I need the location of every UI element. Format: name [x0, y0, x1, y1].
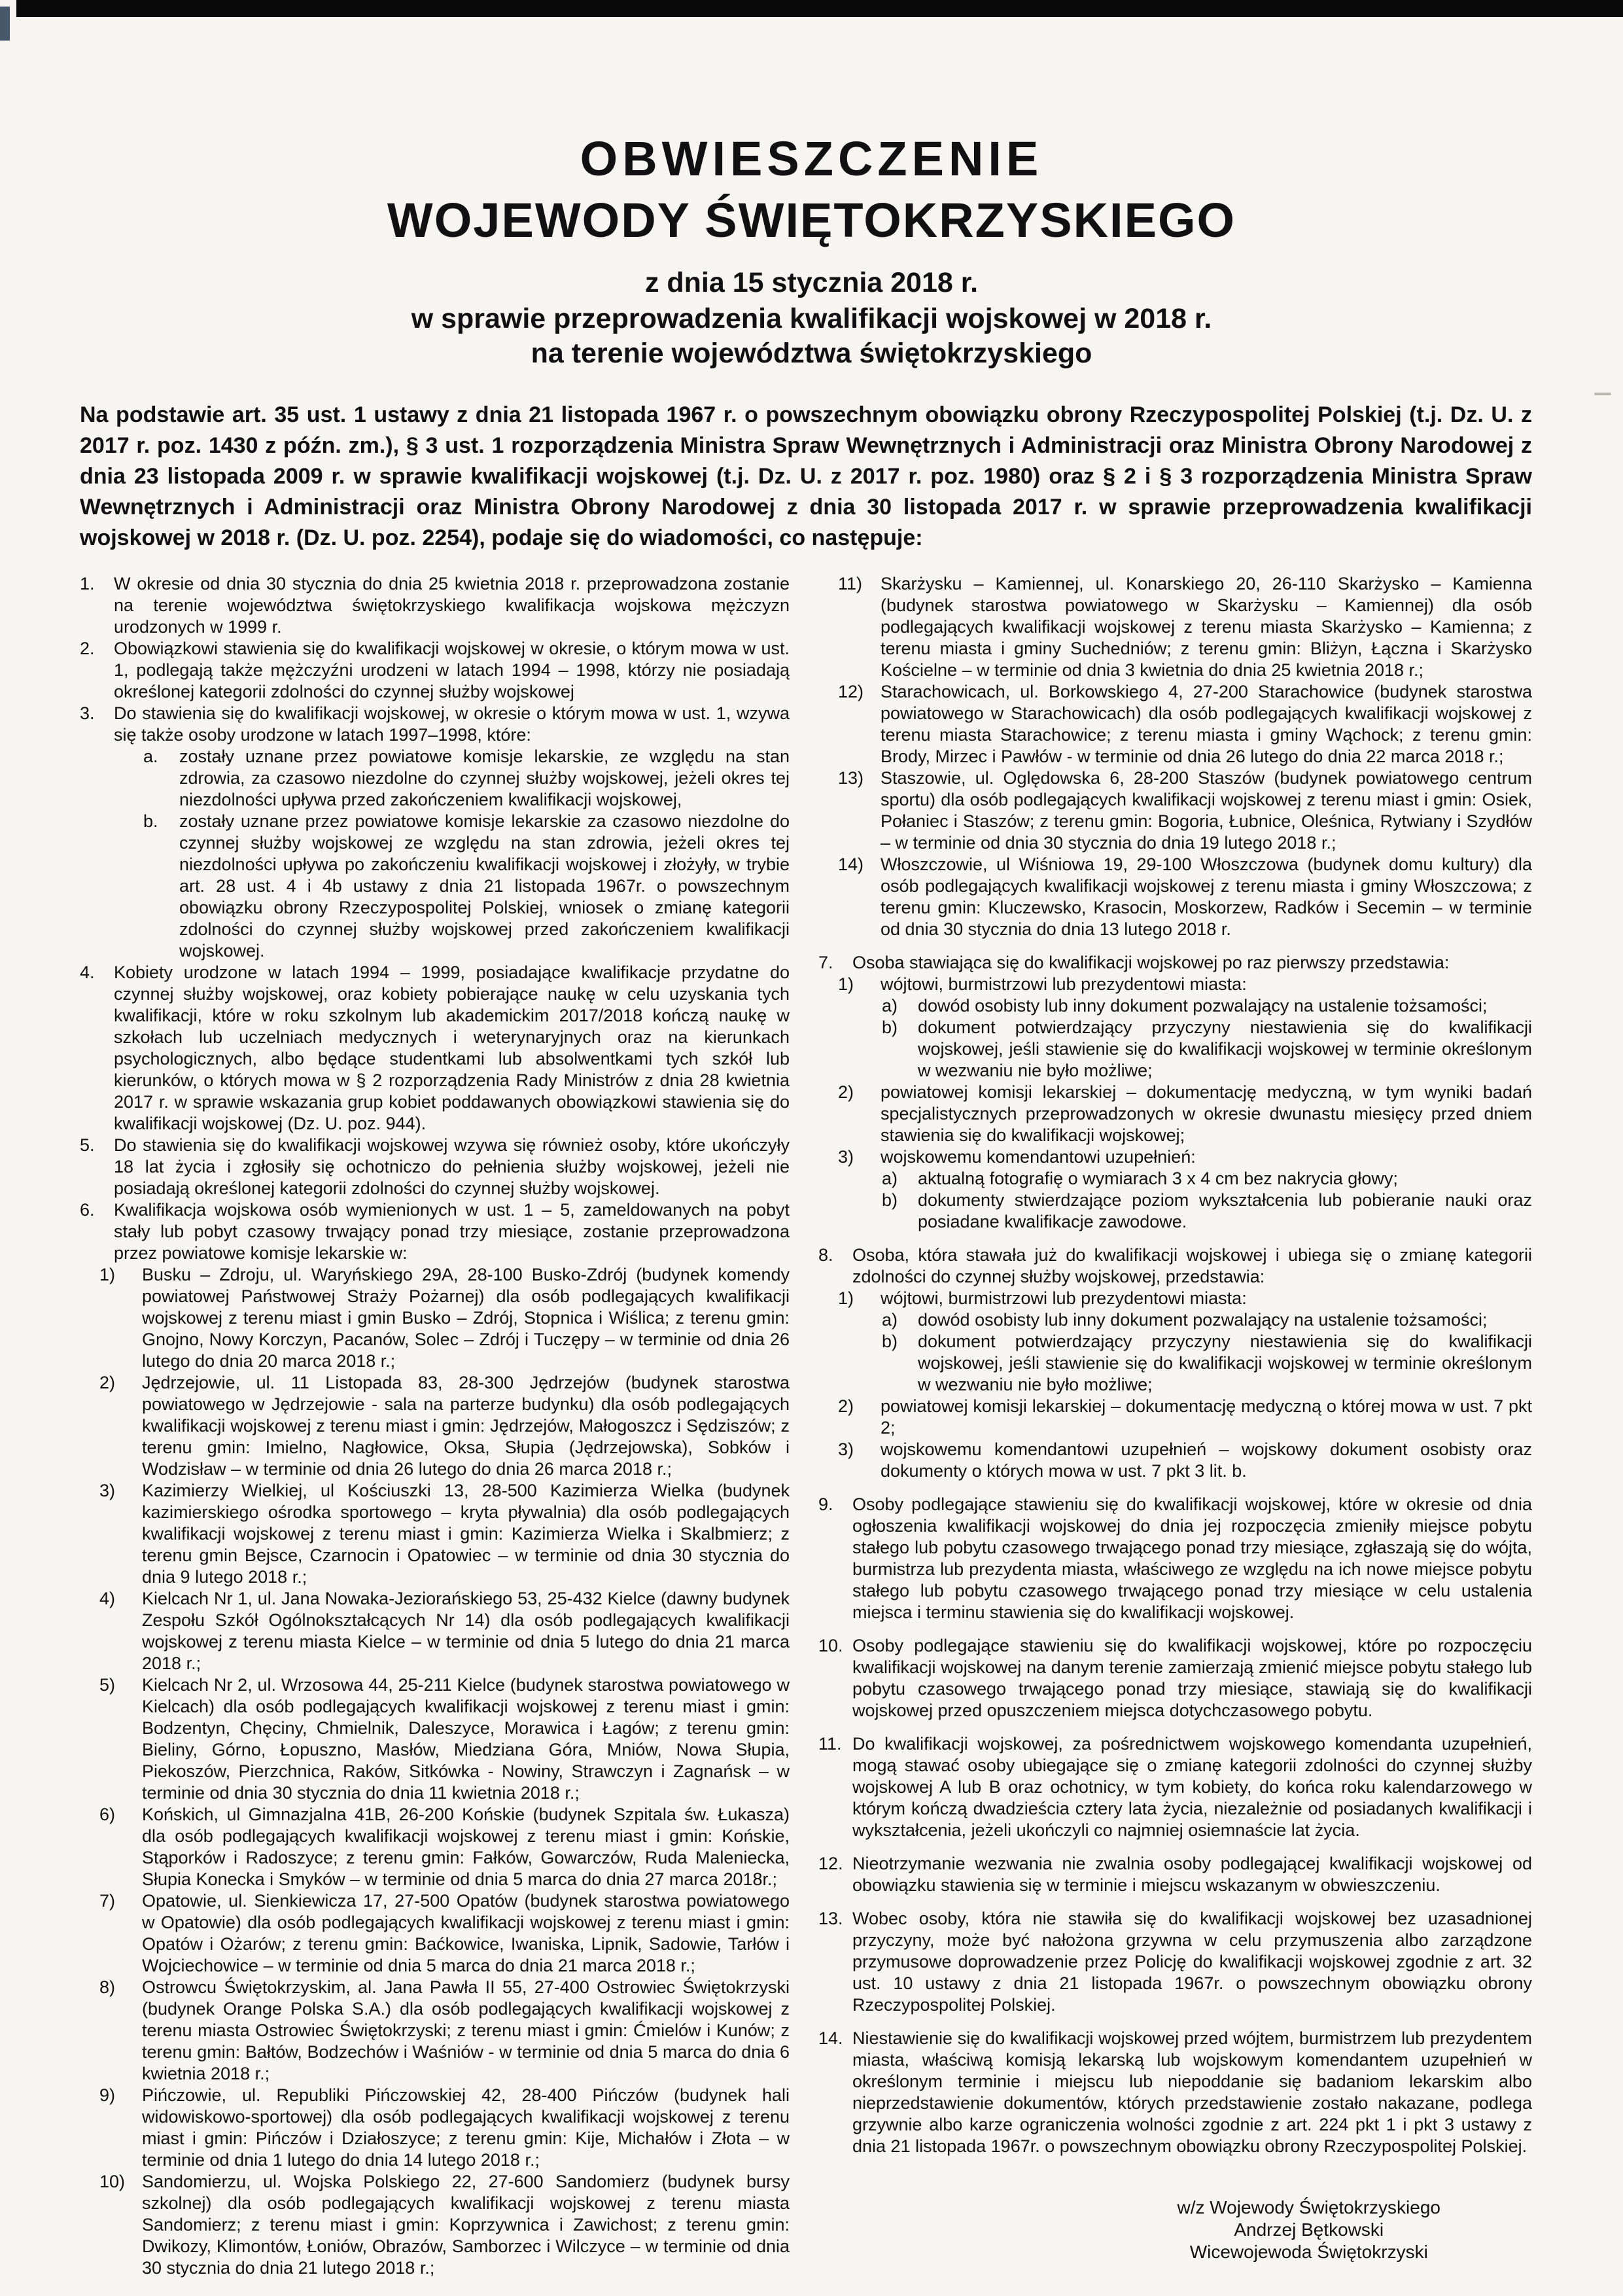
list-item-marker: 3)	[99, 1481, 116, 1500]
list-item-marker: 10)	[99, 2172, 126, 2191]
list-item	[80, 2085, 790, 2171]
list-item-marker: 3)	[838, 1147, 854, 1167]
list-item	[818, 854, 1532, 940]
list-item-marker: 14.	[818, 2028, 843, 2048]
list-item	[818, 974, 1532, 995]
list-item	[818, 681, 1532, 768]
list-item-marker: 1)	[838, 974, 854, 994]
list-item-text: Ostrowcu Świętokrzyskim, al. Jana Pawła II 55, 27-400 Ostrowiec Świętokrzyski (budynek Orange Polska S.A.) dla osób podlegających kwalifikacji wojskowej z terenu miasta Ostrowiec Świętokrzyski; z terenu miast i gmin: Ćmielów i Kunów; z terenu gmin: Bałtów, Bodzechów i Waśniów - w terminie od dnia 5 marca do dnia 6 kwietnia 2018 r.;	[142, 1977, 790, 2083]
list-item-text: Włoszczowie, ul Wiśniowa 19, 29-100 Włoszczowa (budynek domu kultury) dla osób podlegających kwalifikacji wojskowej z terenu miasta i gminy Włoszczowa; z terenu gmin: Kluczewsko, Krasocin, Moskorzew, Radków i Secemin – w terminie od dnia 30 stycznia do dnia 13 lutego 2018 r.	[881, 855, 1532, 939]
list-item-marker: 1)	[99, 1265, 116, 1284]
list-item-marker: 5)	[99, 1675, 116, 1695]
list-item-marker: 3.	[80, 703, 95, 723]
list-item-text: Wobec osoby, która nie stawiła się do kwalifikacji wojskowej bez uzasadnionej przyczyny, może być nałożona grzywna w celu przymuszenia albo zarządzone przymusowe doprowadzenie przez Policję do kwalifikacji wojskowej zgodnie z art. 32 ust. 10 ustawy z dnia 21 listopada 1967r. o powszechnym obowiązku obrony Rzeczypospolitej Polskiej.	[852, 1909, 1532, 2015]
list-item-text: Osoby podlegające stawieniu się do kwalifikacji wojskowej, które w okresie od dnia ogłoszenia kwalifikacji wojskowej do dnia jej rozpoczęcia zmieniły miejsce pobytu stałego lub pobytu czasowego trwającego ponad trzy miesiące, zgłaszają się do wójta, burmistrza lub prezydenta miasta, właściwego ze względu na ich nowe miejsce pobytu stałego lub pobytu czasowego trwającego ponad trzy miesiące w celu ustalenia miejsca i terminu stawienia się do kwalifikacji wojskowej.	[852, 1494, 1532, 1622]
document-body-columns	[80, 573, 1532, 2279]
document-subject-line1: w sprawie przeprowadzenia kwalifikacji wojskowej w 2018 r.	[411, 303, 1212, 334]
list-item	[80, 1480, 790, 1588]
list-item	[80, 1804, 790, 1890]
list-item	[80, 1199, 790, 1264]
list-item-text: dowód osobisty lub inny dokument pozwalający na ustalenie tożsamości;	[918, 1310, 1488, 1330]
list-item-text: Busku – Zdroju, ul. Waryńskiego 29A, 28-100 Busko-Zdrój (budynek komendy powiatowej Państwowej Straży Pożarnej) dla osób podlegających kwalifikacji wojskowej z terenu miast i gmin Busko – Zdrój, Stopnica i Wiślica; z terenu gmin: Gnojno, Nowy Korczyn, Pacanów, Solec – Zdrój i Tuczępy – w terminie od dnia 26 lutego do dnia 20 marca 2018 r.;	[142, 1265, 790, 1371]
list-item-marker: 1.	[80, 574, 95, 593]
list-item-text: Kielcach Nr 1, ul. Jana Nowaka-Jeziorańskiego 53, 25-432 Kielce (dawny budynek Zespołu Szkół Ogólnokształcących Nr 14) dla osób podlegających kwalifikacji wojskowej z terenu miasta Kielce – w terminie od dnia 5 lutego do dnia 21 marca 2018 r.;	[142, 1589, 790, 1673]
list-item-marker: 6)	[99, 1805, 116, 1824]
scan-edge-bar	[16, 0, 1623, 17]
list-item-text: Jędrzejowie, ul. 11 Listopada 83, 28-300 Jędrzejów (budynek starostwa powiatowego w Jędrzejowie - sala na parterze budynku) dla osób podlegających kwalifikacji wojskowej z terenu miast i gmin: Jędrzejów, Małogoszcz i Sędziszów; z terenu gmin: Imielno, Nagłowice, Oksa, Słupia (Jędrzejowska), Sobków i Wodzisław – w terminie od dnia 26 lutego do dnia 26 marca 2018 r.;	[142, 1373, 790, 1479]
list-item	[818, 1146, 1532, 1168]
list-item-marker: b)	[882, 1017, 898, 1037]
signature-role-line: w/z Wojewody Świętokrzyskiego	[1177, 2197, 1440, 2217]
list-item-marker: 8.	[818, 1245, 833, 1265]
right-column	[818, 573, 1532, 2279]
list-item-text: zostały uznane przez powiatowe komisje lekarskie, ze względu na stan zdrowia, za czasowo niezdolne do czynnej służby wojskowej, jeżeli okres tej niezdolności upływa przed zakończeniem kwalifikacji wojskowej,	[179, 747, 790, 809]
list-item-marker: 4.	[80, 963, 95, 982]
list-item-marker: 2.	[80, 639, 95, 658]
list-item-text: wojskowemu komendantowi uzupełnień:	[881, 1147, 1196, 1167]
list-item-marker: 12.	[818, 1854, 843, 1873]
list-item	[818, 1733, 1532, 1841]
list-item-text: Osoby podlegające stawieniu się do kwalifikacji wojskowej, które po rozpoczęciu kwalifikacji wojskowej na danym terenie zamierzają zmienić miejsce pobytu stałego lub pobytu czasowego trwającego ponad trzy miesiące, stawiają się do kwalifikacji wojskowej przed opuszczeniem miejsca dotychczasowego pobytu.	[852, 1636, 1532, 1720]
list-item	[818, 1168, 1532, 1190]
list-item-marker: 3)	[838, 1439, 854, 1459]
list-item-marker: a)	[882, 1310, 898, 1330]
list-item-text: Kwalifikacja wojskowa osób wymienionych w ust. 1 – 5, zameldowanych na pobyt stały lub pobyt czasowy trwający ponad trzy miesiące, zostanie przeprowadzona przez powiatowe komisje lekarskie w:	[114, 1200, 790, 1263]
list-item	[818, 1331, 1532, 1396]
list-item-marker: 7)	[99, 1891, 116, 1911]
list-item-marker: 13.	[818, 1909, 843, 1928]
list-item	[80, 1977, 790, 2085]
list-item	[818, 1245, 1532, 1288]
document-title-line1: OBWIESZCZENIE	[580, 132, 1043, 186]
list-item	[80, 2171, 790, 2279]
list-item-text: Opatowie, ul. Sienkiewicza 17, 27-500 Opatów (budynek starostwa powiatowego w Opatowie) dla osób podlegających kwalifikacji wojskowej z terenu miast i gmin: Opatów i Ożarów; z terenu gmin: Baćkowice, Iwaniska, Lipnik, Sadowie, Tarłów i Wojciechowice – w terminie od dnia 5 marca do dnia 21 marca 2018 r.;	[142, 1891, 790, 1975]
list-item-text: Staszowie, ul. Oględowska 6, 28-200 Staszów (budynek powiatowego centrum sportu) dla osób podlegających kwalifikacji wojskowej z terenu miast i gmin: Osiek, Połaniec i Staszów; z terenu gmin: Bogoria, Łubnice, Oleśnica, Rytwiany i Szydłów – w terminie od dnia 30 stycznia do dnia 19 lutego 2018 r.;	[881, 768, 1532, 853]
list-item	[818, 1908, 1532, 2016]
left-column	[80, 573, 790, 2279]
list-item	[818, 952, 1532, 974]
list-item-marker: a)	[882, 996, 898, 1016]
list-item-text: Nieotrzymanie wezwania nie zwalnia osoby podlegającej kwalifikacji wojskowej od obowiązku stawienia się w terminie i miejscu wskazanym w obwieszczeniu.	[852, 1854, 1532, 1895]
list-item-marker: b)	[882, 1190, 898, 1210]
list-item-marker: 6.	[80, 1200, 95, 1220]
document-subject-line2: na terenie województwa świętokrzyskiego	[531, 338, 1092, 369]
list-item	[818, 1494, 1532, 1623]
list-item	[80, 1135, 790, 1199]
list-item-marker: 11.	[818, 1734, 842, 1754]
list-item	[818, 1439, 1532, 1482]
document-title-line2: WOJEWODY ŚWIĘTOKRZYSKIEGO	[387, 193, 1236, 247]
list-item-text: powiatowej komisji lekarskiej – dokumentację medyczną o której mowa w ust. 7 pkt 2;	[881, 1396, 1532, 1438]
list-item-text: wojskowemu komendantowi uzupełnień – wojskowy dokument osobisty oraz dokumenty o których mowa w ust. 7 pkt 3 lit. b.	[881, 1439, 1532, 1481]
signature-name: Andrzej Bętkowski	[1234, 2219, 1384, 2240]
list-item	[80, 811, 790, 962]
list-item-text: W okresie od dnia 30 stycznia do dnia 25 kwietnia 2018 r. przeprowadzona zostanie na terenie województwa świętokrzyskiego kwalifikacja wojskowa mężczyzn urodzonych w 1999 r.	[114, 574, 790, 637]
list-item-marker: 7.	[818, 953, 833, 972]
list-item-marker: 14)	[838, 855, 864, 874]
list-item	[818, 1190, 1532, 1233]
list-item-marker: 1)	[838, 1288, 854, 1308]
list-item-marker: 2)	[838, 1396, 854, 1416]
list-item	[818, 573, 1532, 681]
list-item-marker: b)	[882, 1332, 898, 1351]
list-item	[818, 1853, 1532, 1896]
list-item-marker: a.	[143, 747, 158, 766]
signature-block	[1177, 2197, 1440, 2263]
list-item	[80, 638, 790, 703]
list-item-text: Sandomierzu, ul. Wojska Polskiego 22, 27-600 Sandomierz (budynek bursy szkolnej) dla osób podlegających kwalifikacji wojskowej z terenu miasta Sandomierz; z terenu miast i gmin: Koprzywnica i Zawichost; z terenu gmin: Dwikozy, Klimontów, Łoniów, Obrazów, Samborzec i Wilczyce – w terminie od dnia 30 stycznia do dnia 21 lutego 2018 r.;	[142, 2172, 790, 2278]
scan-artifact	[1594, 393, 1611, 395]
list-item-text: Kazimierzy Wielkiej, ul Kościuszki 13, 28-500 Kazimierza Wielka (budynek kazimierskiego ośrodka sportowego – kryta pływalnia) dla osób podlegających kwalifikacji wojskowej z terenu miast i gmin: Kazimierza Wielka i Skalbmierz; z terenu gmin Bejsce, Czarnocin i Opatowiec – w terminie od dnia 30 stycznia do dnia 9 lutego 2018 r.;	[142, 1481, 790, 1587]
list-item	[80, 962, 790, 1135]
list-item-text: Niestawienie się do kwalifikacji wojskowej przed wójtem, burmistrzem lub prezydentem miasta, właściwą komisją lekarską lub wojskowym komendantem uzupełnień w określonym terminie i miejscu lub niepoddanie się badaniom lekarskim albo nieprzedstawienie dokumentów, których przedstawienie zostało nakazane, podlega grzywnie albo karze ograniczenia wolności zgodnie z art. 224 pkt 1 i pkt 3 ustawy z dnia 21 listopada 1967r. o powszechnym obowiązku obrony Rzeczypospolitej Polskiej.	[852, 2028, 1532, 2156]
legal-basis-paragraph: Na podstawie art. 35 ust. 1 ustawy z dnia 21 listopada 1967 r. o powszechnym obowiązku obrony Rzeczypospolitej Polskiej (t.j. Dz. U. z 2017 r. poz. 1430 z późn. zm.), § 3 ust. 1 rozporządzenia Ministra Spraw Wewnętrznych i Administracji oraz Ministra Obrony Narodowej z dnia 23 listopada 2009 r. w sprawie kwalifikacji wojskowej (t.j. Dz. U. z 2017 r. poz. 1980) oraz § 2 i § 3 rozporządzenia Ministra Spraw Wewnętrznych i Administracji oraz Ministra Obrony Narodowej z dnia 30 listopada 2017 r. w sprawie przeprowadzenia kwalifikacji wojskowej w 2018 r. (Dz. U. poz. 2254), podaje się do wiadomości, co następuje:	[80, 402, 1532, 550]
list-item-marker: a)	[882, 1169, 898, 1188]
list-item-marker: 8)	[99, 1977, 116, 1997]
list-item	[818, 1635, 1532, 1722]
list-item-text: Skarżysku – Kamiennej, ul. Konarskiego 20, 26-110 Skarżysko – Kamienna (budynek starostwa powiatowego w Skarżysku – Kamiennej) dla osób podlegających kwalifikacji wojskowej z terenu miasta Skarżysko – Kamienna; z terenu miasta i gminy Suchedniów; z terenu gmin: Bliżyn, Łączna i Skarżysko Kościelne – w terminie od dnia 3 kwietnia do dnia 25 kwietnia 2018 r.;	[881, 574, 1532, 680]
list-item-text: wójtowi, burmistrzowi lub prezydentowi miasta:	[881, 1288, 1247, 1308]
list-item	[818, 1017, 1532, 1082]
list-item	[818, 1082, 1532, 1146]
list-item-marker: 2)	[99, 1373, 116, 1392]
list-item-marker: 11)	[838, 574, 863, 593]
list-item-marker: 9.	[818, 1494, 833, 1514]
list-item-text: wójtowi, burmistrzowi lub prezydentowi miasta:	[881, 974, 1247, 994]
list-item-text: Osoba stawiająca się do kwalifikacji wojskowej po raz pierwszy przedstawia:	[852, 953, 1450, 972]
list-item-text: Kielcach Nr 2, ul. Wrzosowa 44, 25-211 Kielce (budynek starostwa powiatowego w Kielcach) dla osób podlegających kwalifikacji wojskowej z terenu miast i gmin: Bodzentyn, Chęciny, Chmielnik, Daleszyce, Morawica i Łagów; z terenu gmin: Bieliny, Górno, Łopuszno, Masłów, Miedziana Góra, Mniów, Nowa Słupia, Piekoszów, Pierzchnica, Raków, Sitkówka - Nowiny, Strawczyn i Zagnańsk – w terminie od dnia 30 stycznia do dnia 11 kwietnia 2018 r.;	[142, 1675, 790, 1803]
scan-corner-mark	[0, 7, 10, 41]
list-item-text: Obowiązkowi stawienia się do kwalifikacji wojskowej w okresie, o którym mowa w ust. 1, podlegają także mężczyźni urodzeni w latach 1994 – 1998, którzy nie posiadają określonej kategorii zdolności do czynnej służby wojskowej	[114, 639, 790, 701]
list-item	[80, 1264, 790, 1372]
document-header	[0, 0, 1623, 368]
list-item	[80, 573, 790, 638]
list-item	[80, 746, 790, 811]
list-item	[818, 1288, 1532, 1309]
list-item-text: Osoba, która stawała już do kwalifikacji wojskowej i ubiega się o zmianę kategorii zdolności do czynnej służby wojskowej, przedstawia:	[852, 1245, 1532, 1286]
list-item	[80, 703, 790, 746]
list-item-text: powiatowej komisji lekarskiej – dokumentację medyczną, w tym wyniki badań specjalistycznych przeprowadzonych w okresie dwunastu miesięcy przed dniem stawienia się do kwalifikacji wojskowej;	[881, 1082, 1532, 1145]
list-item	[818, 2028, 1532, 2157]
list-item-marker: 9)	[99, 2085, 116, 2105]
list-item-text: Końskich, ul Gimnazjalna 41B, 26-200 Końskie (budynek Szpitala św. Łukasza) dla osób podlegających kwalifikacji wojskowej z terenu miast i gmin: Końskie, Stąporków i Radoszyce; z terenu gmin: Fałków, Gowarczów, Ruda Maleniecka, Słupia Konecka i Smyków – w terminie od dnia 5 marca do dnia 27 marca 2018r.;	[142, 1805, 790, 1889]
list-item-text: Do stawienia się do kwalifikacji wojskowej, w okresie o którym mowa w ust. 1, wzywa się także osoby urodzone w latach 1997–1998, które:	[114, 703, 790, 745]
list-item	[818, 1396, 1532, 1439]
list-item-text: Kobiety urodzone w latach 1994 – 1999, posiadające kwalifikacje przydatne do czynnej służby wojskowej, oraz kobiety pobierające naukę w celu uzyskania tych kwalifikacji, które w roku szkolnym lub akademickim 2017/2018 kończą naukę w szkołach lub uczelniach medycznych i weterynaryjnych oraz na kierunkach psychologicznych, albo będące studentkami lub absolwentkami tych szkół lub kierunków, o których mowa w § 2 rozporządzenia Rady Ministrów z dnia 28 kwietnia 2017 r. w sprawie wskazania grup kobiet poddawanych obowiązkowi stawienia się do kwalifikacji wojskowej (Dz. U. poz. 944).	[114, 963, 790, 1133]
list-item	[80, 1588, 790, 1674]
list-item-marker: 12)	[838, 682, 864, 701]
list-item-text: dokument potwierdzający przyczyny niestawienia się do kwalifikacji wojskowej, jeśli stawienie się do kwalifikacji wojskowej w terminie określonym w wezwaniu nie było możliwe;	[918, 1017, 1532, 1080]
list-item-marker: 4)	[99, 1589, 116, 1608]
list-item-text: Pińczowie, ul. Republiki Pińczowskiej 42, 28-400 Pińczów (budynek hali widowiskowo-sportowej) dla osób podlegających kwalifikacji wojskowej z terenu miast i gmin: Pińczów i Działoszyce; z terenu gmin: Kije, Michałów i Złota – w terminie od dnia 1 lutego do dnia 14 lutego 2018 r.;	[142, 2085, 790, 2170]
list-item-marker: 10.	[818, 1636, 843, 1655]
list-item	[80, 1674, 790, 1804]
list-item-text: dokumenty stwierdzające poziom wykształcenia lub pobieranie nauki oraz posiadane kwalifikacje zawodowe.	[918, 1190, 1532, 1231]
list-item-text: Do stawienia się do kwalifikacji wojskowej wzywa się również osoby, które ukończyły 18 lat życia i zgłosiły się ochotniczo do pełnienia służby wojskowej, jeżeli nie posiadają określonej kategorii zdolności do czynnej służby wojskowej.	[114, 1135, 790, 1198]
document-date-line: z dnia 15 stycznia 2018 r.	[644, 267, 979, 298]
list-item-marker: b.	[143, 811, 158, 831]
list-item-text: aktualną fotografię o wymiarach 3 x 4 cm bez nakrycia głowy;	[918, 1169, 1398, 1188]
list-item	[818, 1309, 1532, 1331]
list-item-text: dowód osobisty lub inny dokument pozwalający na ustalenie tożsamości;	[918, 996, 1488, 1016]
list-item-text: Starachowicach, ul. Borkowskiego 4, 27-200 Starachowice (budynek starostwa powiatowego w Starachowicach) dla osób podlegających kwalifikacji wojskowej z terenu miasta Starachowice; z terenu miasta i gminy Wąchock; z terenu gmin: Brody, Mirzec i Pawłów - w terminie od dnia 26 lutego do dnia 22 marca 2018 r.;	[881, 682, 1532, 766]
signature-title: Wicewojewoda Świętokrzyski	[1189, 2242, 1428, 2262]
list-item-marker: 13)	[838, 768, 864, 788]
list-item	[818, 768, 1532, 854]
list-item	[80, 1890, 790, 1977]
list-item-marker: 5.	[80, 1135, 95, 1155]
list-item-text: zostały uznane przez powiatowe komisje lekarskie za czasowo niezdolne do czynnej służby wojskowej ze względu na stan zdrowia, jeżeli okres tej niezdolności upływa po zakończeniu kwalifikacji wojskowej i złożyły, w trybie art. 28 ust. 4 i 4b ustawy z dnia 21 listopada 1967r. o powszechnym obowiązku obrony Rzeczypospolitej Polskiej, wniosek o zmianę kategorii zdolności do czynnej służby wojskowej przed zakończeniem kwalifikacji wojskowej.	[179, 811, 790, 961]
list-item-text: dokument potwierdzający przyczyny niestawienia się do kwalifikacji wojskowej, jeśli stawienie się do kwalifikacji wojskowej w terminie określonym w wezwaniu nie było możliwe;	[918, 1332, 1532, 1394]
list-item	[80, 1372, 790, 1480]
list-item-marker: 2)	[838, 1082, 854, 1102]
list-item-text: Do kwalifikacji wojskowej, za pośrednictwem wojskowego komendanta uzupełnień, mogą stawać osoby ubiegające się o zmianę kategorii zdolności do czynnej służby wojskowej A lub B oraz ochotnicy, w tym kobiety, do końca roku kalendarzowego w którym kończą dwadzieścia cztery lata życia, niezależnie od posiadanych kwalifikacji i wykształcenia, jeżeli ukończyli co najmniej osiemnaście lat życia.	[852, 1734, 1532, 1840]
list-item	[818, 995, 1532, 1017]
